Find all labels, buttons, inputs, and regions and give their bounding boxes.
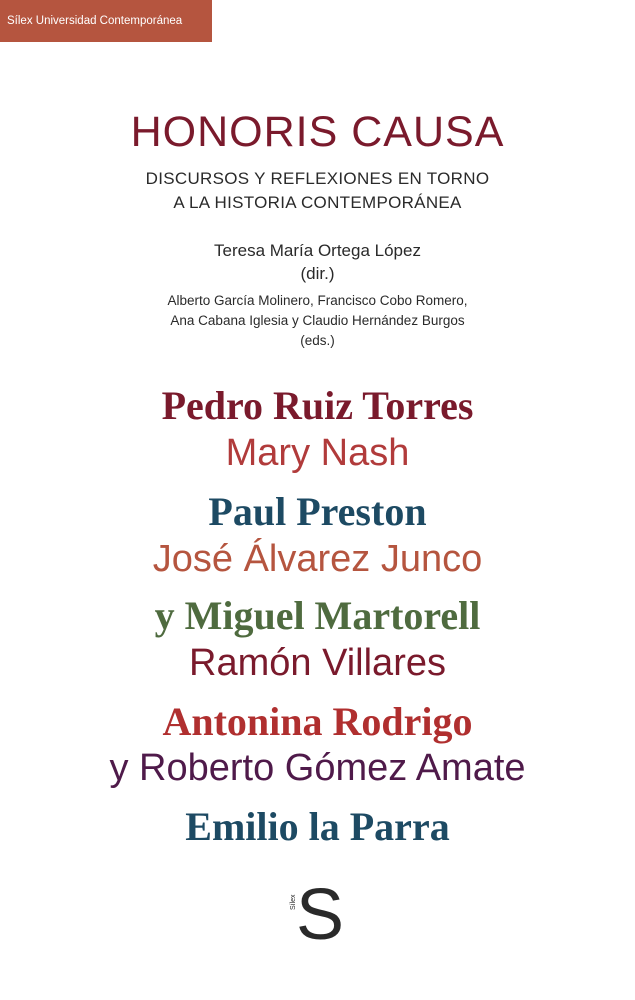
author-name: Mary Nash (225, 432, 410, 474)
publisher-logo-letter: S (295, 875, 345, 955)
author-name: Ramón Villares (189, 642, 446, 684)
author-name: Antonina Rodrigo (162, 699, 473, 744)
director-role: (dir.) (300, 264, 335, 283)
director-name: Teresa María Ortega López (214, 241, 421, 260)
book-title: HONORIS CAUSA (130, 108, 505, 156)
subtitle-line-1: DISCURSOS Y REFLEXIONES EN TORNO (145, 169, 490, 188)
subtitle-line-2: A LA HISTORIA CONTEMPORÁNEA (173, 193, 462, 212)
publisher-logo-word: Sílex (290, 894, 297, 910)
editors-line-1: Alberto García Molinero, Francisco Cobo Romero, (167, 293, 468, 308)
editors-line-2: Ana Cabana Iglesia y Claudio Hernández Burgos (170, 313, 465, 328)
author-name: Emilio la Parra (185, 804, 450, 849)
collection-label: Sílex Universidad Contemporánea (0, 0, 212, 42)
editors-role: (eds.) (300, 333, 335, 348)
author-name: y Roberto Gómez Amate (109, 747, 526, 789)
publisher-logo (290, 875, 350, 955)
author-name: Paul Preston (208, 489, 427, 534)
author-name: Pedro Ruiz Torres (161, 383, 474, 428)
author-name: y Miguel Martorell (154, 593, 481, 638)
author-name: José Álvarez Junco (152, 538, 483, 580)
